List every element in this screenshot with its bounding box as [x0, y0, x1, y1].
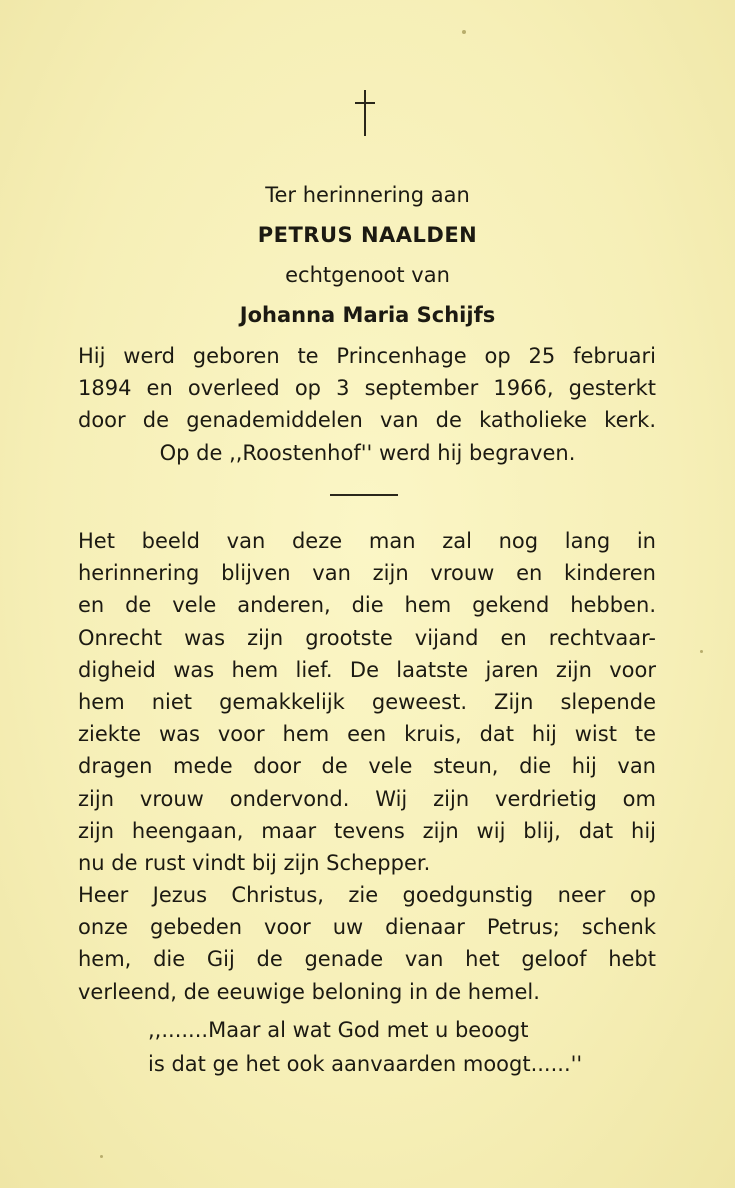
closing-quote [148, 1013, 582, 1081]
paper-speck [100, 1155, 103, 1158]
heading: Ter herinnering aan [265, 183, 470, 207]
tribute-line: nu de rust vindt bij zijn Schepper. [78, 850, 431, 875]
tribute-line: Het beeld van deze man zal nog lang in [78, 529, 656, 553]
tribute-line: zijn heengaan, maar tevens zijn wij blij, dat hij [78, 818, 656, 843]
paper-speck [462, 30, 466, 34]
burial-line: Op de ,,Roostenhof'' werd hij begraven. [159, 441, 576, 465]
tribute-paragraph [78, 525, 656, 1008]
bio-line: Hij werd geboren te Princenhage op 25 februari [78, 344, 656, 368]
deceased-name: PETRUS NAALDEN [257, 223, 478, 247]
latin-cross-icon [350, 88, 380, 138]
tribute-line: dragen mede door de vele steun, die hij van [78, 754, 656, 779]
quote-line: ,,.......Maar al wat God met u beoogt [148, 1018, 529, 1042]
tribute-line: herinnering blijven van zijn vrouw en kinderen [78, 561, 656, 586]
prayer-line: verleend, de eeuwige beloning in de hemel. [78, 979, 540, 1004]
tribute-line: ziekte was voor hem een kruis, dat hij wist te [78, 722, 656, 747]
tribute-line: en de vele anderen, die hem gekend hebben. [78, 593, 656, 618]
spouse-name: Johanna Maria Schijfs [239, 303, 496, 327]
prayer-line: onze gebeden voor uw dienaar Petrus; schenk [78, 915, 656, 940]
bio-line: door de genademiddelen van de katholieke kerk. [78, 408, 656, 433]
relation-text: echtgenoot van [285, 263, 450, 287]
prayer-line: hem, die Gij de genade van het geloof hebt [78, 947, 656, 972]
tribute-line: digheid was hem lief. De laatste jaren zijn voor [78, 657, 656, 682]
bio-line: 1894 en overleed op 3 september 1966, gesterkt [78, 376, 656, 401]
tribute-line: hem niet gemakkelijk geweest. Zijn slepende [78, 689, 656, 714]
bio-paragraph [78, 340, 656, 437]
paper-speck [700, 650, 703, 653]
prayer-line: Heer Jezus Christus, zie goedgunstig neer op [78, 883, 656, 908]
tribute-line: zijn vrouw ondervond. Wij zijn verdrietig om [78, 786, 656, 811]
quote-line: is dat ge het ook aanvaarden moogt......'' [148, 1052, 583, 1076]
tribute-line: Onrecht was zijn grootste vijand en rechtvaar- [78, 625, 656, 650]
divider [330, 494, 398, 496]
